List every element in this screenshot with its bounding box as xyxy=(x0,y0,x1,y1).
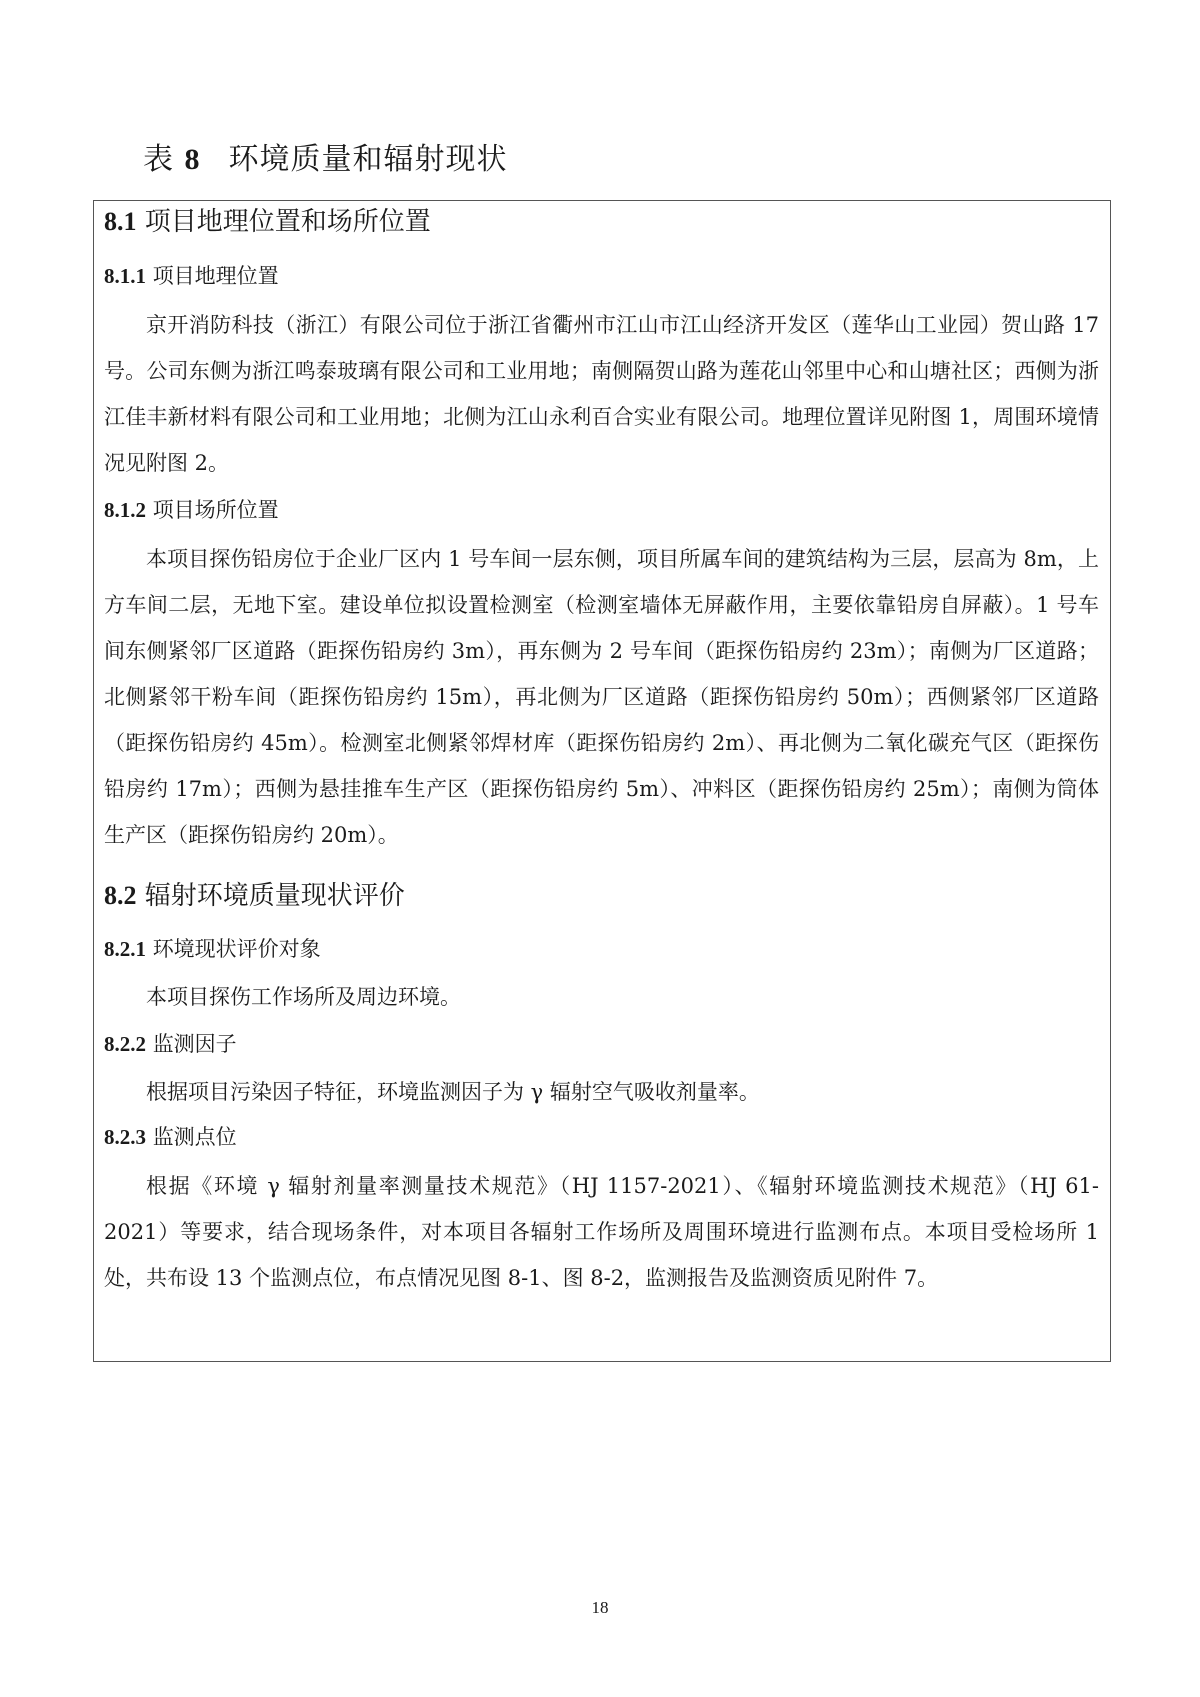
section-heading-8-1: 8.1 项目地理位置和场所位置 xyxy=(104,207,431,237)
page-number: 18 xyxy=(591,1598,609,1617)
paragraph-evaluation-object: 本项目探伤工作场所及周边环境。 xyxy=(146,985,461,1009)
subsection-heading-8-2-2: 8.2.2 监测因子 xyxy=(104,1032,237,1056)
page-title xyxy=(143,140,508,180)
paragraph-monitoring-points: 根据《环境 γ 辐射剂量率测量技术规范》（HJ 1157-2021）、《辐射环境监测技术规范》（HJ 61-2021）等要求，结合现场条件，对本项目各辐射工作场所及周围环境进行监测布点。本项目受检场所 1 处，共布设 13 个监测点位，布点情况见图 8-1、图 8-2，监测报告及监测资质见附件 7。 xyxy=(104,1174,1099,1290)
table-number: 8 xyxy=(184,143,201,176)
paragraph-geographic-location: 京开消防科技（浙江）有限公司位于浙江省衢州市江山市江山经济开发区（莲华山工业园）贺山路 17 号。公司东侧为浙江鸣泰玻璃有限公司和工业用地；南侧隔贺山路为莲花山邻里中心和山塘社区；西侧为浙江佳丰新材料有限公司和工业用地；北侧为江山永利百合实业有限公司。地理位置详见附图 1，周围环境情况见附图 2。 xyxy=(104,313,1099,475)
subsection-heading-8-2-3: 8.2.3 监测点位 xyxy=(104,1125,237,1149)
paragraph-monitoring-factor: 根据项目污染因子特征，环境监测因子为 γ 辐射空气吸收剂量率。 xyxy=(146,1080,760,1104)
table-label-prefix: 表 xyxy=(143,142,174,177)
subsection-heading-8-1-2: 8.1.2 项目场所位置 xyxy=(104,498,279,522)
subsection-heading-8-1-1: 8.1.1 项目地理位置 xyxy=(104,264,279,288)
paragraph-site-location: 本项目探伤铅房位于企业厂区内 1 号车间一层东侧，项目所属车间的建筑结构为三层，层高为 8m，上方车间二层，无地下室。建设单位拟设置检测室（检测室墙体无屏蔽作用，主要依靠铅房自屏蔽）。1 号车间东侧紧邻厂区道路（距探伤铅房约 3m），再东侧为 2 号车间（距探伤铅房约 23m）；南侧为厂区道路；北侧紧邻干粉车间（距探伤铅房约 15m），再北侧为厂区道路（距探伤铅房约 50m）；西侧紧邻厂区道路（距探伤铅房约 45m）。检测室北侧紧邻焊材库（距探伤铅房约 2m）、再北侧为二氧化碳充气区（距探伤铅房约 17m）；西侧为悬挂推车生产区（距探伤铅房约 5m）、冲料区（距探伤铅房约 25m）；南侧为筒体生产区（距探伤铅房约 20m）。 xyxy=(104,547,1099,847)
section-heading-8-2: 8.2 辐射环境质量现状评价 xyxy=(104,881,405,911)
table-title: 环境质量和辐射现状 xyxy=(228,142,508,177)
subsection-heading-8-2-1: 8.2.1 环境现状评价对象 xyxy=(104,937,321,961)
